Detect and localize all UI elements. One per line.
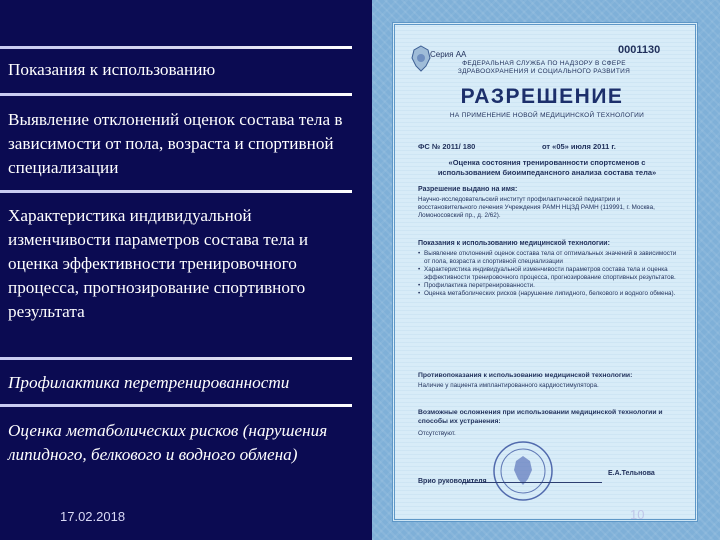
cert-date: от «05» июля 2011 г. [542, 142, 616, 151]
slide-title: Показания к использованию [8, 60, 216, 79]
cert-subtitle: НА ПРИМЕНЕНИЕ НОВОЙ МЕДИЦИНСКОЙ ТЕХНОЛОГИИ [449, 112, 645, 119]
indication-item: Характеристика индивидуальной изменчивости параметров состава тела и оценка эффективности тренировочного процесса, прогнозирование спортивного результата [8, 206, 309, 321]
cert-number: 0001130 [618, 44, 661, 56]
divider [0, 357, 352, 360]
cert-indication-item: • Характеристика индивидуальной изменчивости параметров состава тела и оценка эффективности тренировочного процесса, прогнозирование спортивных результатов. [418, 266, 680, 282]
seal-icon [492, 440, 554, 502]
cert-indication-item: • Профилактика перетренированности. [418, 282, 680, 290]
emblem-icon [408, 44, 434, 74]
indications-panel [0, 0, 352, 540]
cert-complications-heading: Возможные осложнения при использовании медицинской технологии и способы их устранения: [418, 409, 663, 425]
cert-complications-text: Отсутствуют. [418, 430, 456, 437]
divider [0, 46, 352, 49]
cert-issued-text: Научно-исследовательский институт профилактической педиатрии и восстановительного лечения Учреждения РАМН НЦЗД РАМН (119991, г. Москва, Ломоносовский пр., д. 2/62). [418, 196, 655, 219]
divider [0, 190, 352, 193]
page-number: 10 [630, 507, 645, 522]
cert-contra-text: Наличие у пациента имплантированного кардиостимулятора. [418, 382, 599, 389]
cert-agency: ФЕДЕРАЛЬНАЯ СЛУЖБА ПО НАДЗОРУ В СФЕРЕ ЗДРАВООХРАНЕНИЯ И СОЦИАЛЬНОГО РАЗВИТИЯ [457, 60, 631, 75]
certificate-content [402, 30, 690, 506]
indication-item: Профилактика перетренированности [8, 373, 290, 392]
indication-item: Оценка метаболических рисков (нарушения липидного, белкового и водного обмена) [8, 421, 328, 464]
cert-indications-heading: Показания к использованию медицинской технологии: [418, 240, 610, 247]
footer-date: 17.02.2018 [60, 509, 126, 524]
cert-indications-list [418, 250, 680, 298]
cert-head-label: Врио руководителя [418, 478, 487, 485]
cert-fs-number: ФС № 2011/ 180 [418, 142, 476, 151]
cert-issued-heading: Разрешение выдано на имя: [418, 186, 518, 193]
divider [0, 93, 352, 96]
cert-technology-name: «Оценка состояния тренированности спортсменов с использованием биоимпедансного анализа состава тела» [437, 158, 657, 177]
cert-series: Серия АА [430, 50, 467, 59]
divider [0, 404, 352, 407]
cert-indication-item: • Оценка метаболических рисков (нарушение липидного, белкового и водного обмена). [418, 290, 680, 298]
indication-item: Выявление отклонений оценок состава тела в зависимости от пола, возраста и спортивной специализации [8, 110, 343, 177]
cert-contra-heading: Противопоказания к использованию медицинской технологии: [418, 372, 633, 379]
cert-title: РАЗРЕШЕНИЕ [460, 85, 624, 108]
cert-indication-item: • Выявление отклонений оценок состава тела от оптимальных значений в зависимости от пола, возраста и спортивной специализации [418, 250, 680, 266]
cert-signer: Е.А.Тельнова [608, 470, 655, 477]
